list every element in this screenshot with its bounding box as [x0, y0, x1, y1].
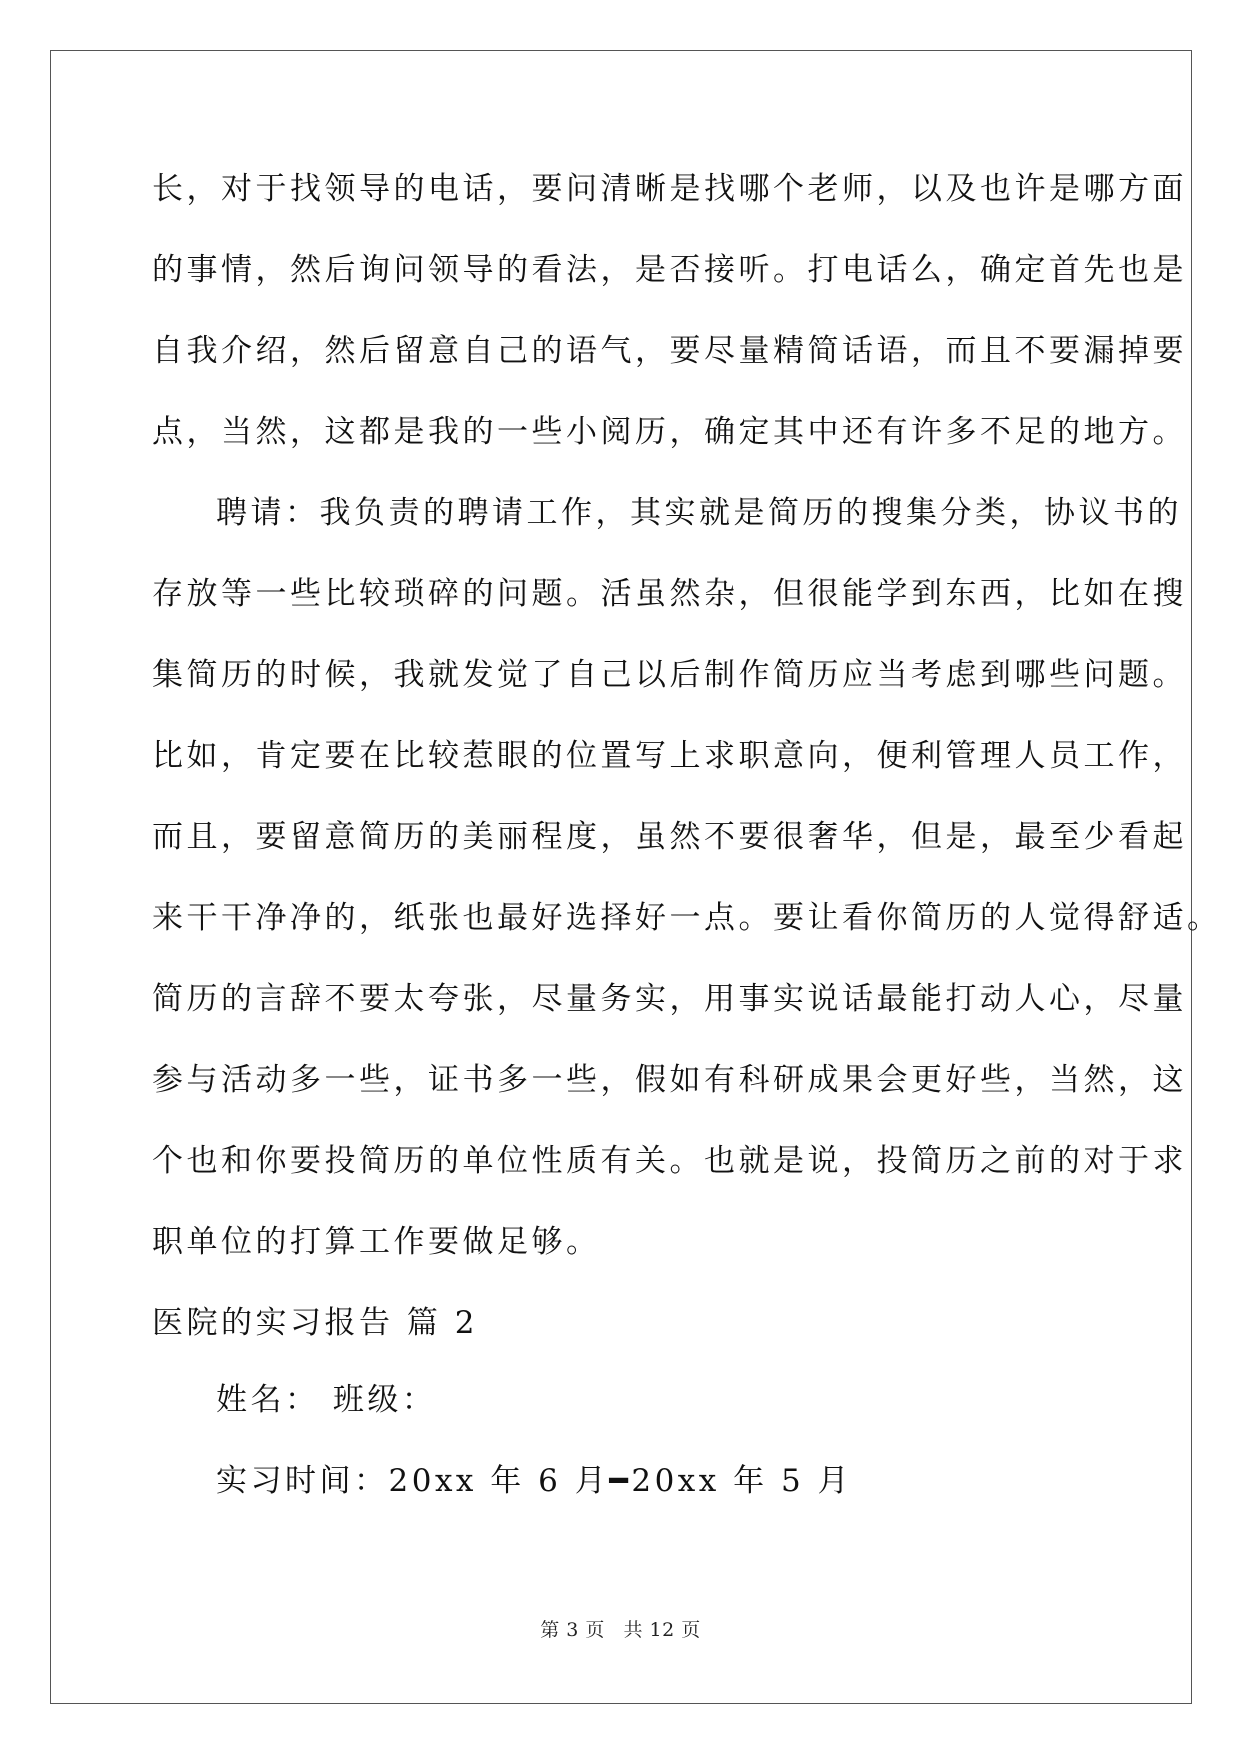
paragraph-line: 个也和你要投简历的单位性质有关。也就是说，投简历之前的对于求: [152, 1143, 1187, 1179]
document-body: [152, 162, 1222, 1535]
paragraph-line: 而且，要留意简历的美丽程度，虽然不要很奢华，但是，最至少看起: [152, 819, 1187, 855]
page-footer: [0, 1615, 1241, 1642]
paragraph-line: 的事情，然后询问领导的看法，是否接听。打电话么，确定首先也是: [152, 252, 1187, 288]
paragraph-line: 参与活动多一些，证书多一些，假如有科研成果会更好些，当然，这: [152, 1062, 1187, 1098]
name-class-line: 姓名： 班级：: [216, 1382, 437, 1418]
paragraph-line: 集简历的时候，我就发觉了自己以后制作简历应当考虑到哪些问题。: [152, 657, 1187, 693]
paragraph-line: 比如，肯定要在比较惹眼的位置写上求职意向，便利管理人员工作，: [152, 738, 1187, 774]
internship-time-line: 实习时间：20xx 年 6 月━20xx 年 5 月: [216, 1463, 853, 1499]
paragraph-line: 简历的言辞不要太夸张，尽量务实，用事实说话最能打动人心，尽量: [152, 981, 1187, 1017]
paragraph-line: 长，对于找领导的电话，要问清晰是找哪个老师，以及也许是哪方面: [152, 171, 1187, 207]
paragraph-line: 自我介绍，然后留意自己的语气，要尽量精简话语，而且不要漏掉要: [152, 333, 1187, 369]
page-number-current: 第 3 页: [540, 1619, 605, 1641]
paragraph-line: 来干干净净的，纸张也最好选择好一点。要让看你简历的人觉得舒适。: [152, 900, 1222, 936]
page-number-total: 共 12 页: [623, 1619, 701, 1641]
paragraph-line: 存放等一些比较琐碎的问题。活虽然杂，但很能学到东西，比如在搜: [152, 576, 1187, 612]
paragraph-line: 点，当然，这都是我的一些小阅历，确定其中还有许多不足的地方。: [152, 414, 1187, 450]
paragraph-line: 职单位的打算工作要做足够。: [152, 1224, 601, 1260]
paragraph-line: 聘请：我负责的聘请工作，其实就是简历的搜集分类，协议书的: [216, 495, 1182, 531]
section-title: 医院的实习报告 篇 2: [152, 1305, 478, 1341]
